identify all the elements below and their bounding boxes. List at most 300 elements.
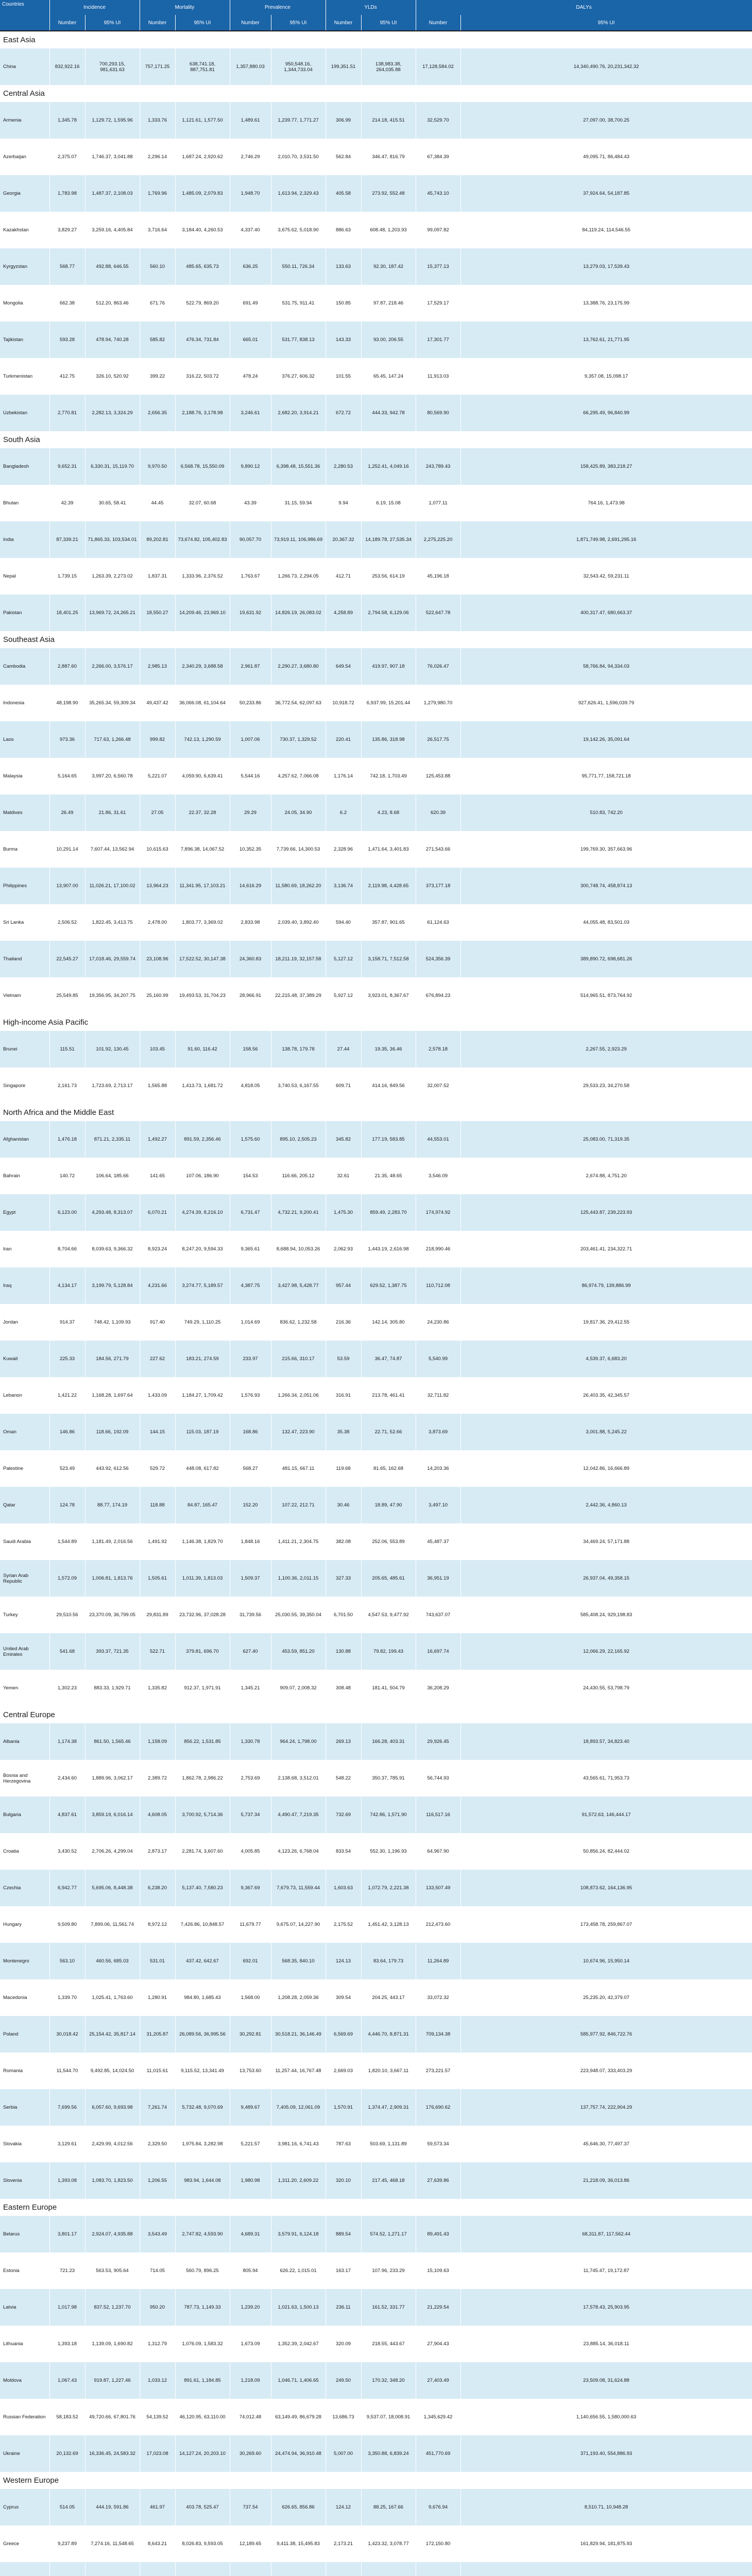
table-row bbox=[0, 358, 752, 395]
ui-cell: 84,119.24, 114,546.55 bbox=[460, 212, 752, 248]
number-cell: 451,770.69 bbox=[416, 2435, 460, 2472]
number-cell: 10,291.14 bbox=[49, 831, 85, 868]
region-header-row bbox=[0, 431, 752, 448]
ui-cell: 73,674.82, 105,402.83 bbox=[175, 521, 230, 558]
number-cell: 30,292.81 bbox=[230, 2016, 271, 2053]
table-row bbox=[0, 595, 752, 631]
ui-cell: 86,974.79, 139,886.99 bbox=[460, 1267, 752, 1304]
ui-cell: 1,072.79, 2,221.38 bbox=[361, 1870, 416, 1906]
ui-cell: 9,357.08, 15,098.17 bbox=[460, 358, 752, 395]
country-cell: Nepal bbox=[0, 558, 49, 595]
table-row bbox=[0, 977, 752, 1014]
ui-cell: 2,429.99, 4,012.56 bbox=[85, 2126, 140, 2162]
ui-cell: 37,924.64, 54,187.85 bbox=[460, 175, 752, 212]
number-cell: 8,972.12 bbox=[140, 1906, 175, 1943]
ui-cell: 29,533.23, 34,270.58 bbox=[460, 1067, 752, 1104]
number-cell: 1,339.70 bbox=[49, 1979, 85, 2016]
number-cell: 89,202.81 bbox=[140, 521, 175, 558]
number-cell: 4,837.61 bbox=[49, 1797, 85, 1833]
number-cell: 54,139.52 bbox=[140, 2399, 175, 2435]
number-cell: 2,161.73 bbox=[49, 1067, 85, 1104]
ui-cell: 748.42, 1,109.93 bbox=[85, 1304, 140, 1341]
ui-cell: 389,890.72, 698,681.26 bbox=[460, 941, 752, 977]
country-cell: Kazakhstan bbox=[0, 212, 49, 248]
ui-cell: 1,266.73, 2,294.05 bbox=[271, 558, 326, 595]
number-cell: 13,907.00 bbox=[49, 868, 85, 904]
number-cell: 627.40 bbox=[230, 1633, 271, 1670]
country-cell: China bbox=[0, 48, 49, 85]
table-row bbox=[0, 941, 752, 977]
number-cell: 14,616.29 bbox=[230, 868, 271, 904]
number-cell: 316.91 bbox=[326, 1377, 361, 1414]
number-cell: 345.82 bbox=[326, 1121, 361, 1158]
ui-cell: 58,766.84, 94,334.03 bbox=[460, 648, 752, 685]
country-cell: Moldova bbox=[0, 2362, 49, 2399]
number-cell: 199,351.51 bbox=[326, 48, 361, 85]
number-cell: 141.65 bbox=[140, 1158, 175, 1194]
number-cell: 29,831.89 bbox=[140, 1597, 175, 1633]
table-row bbox=[0, 1870, 752, 1906]
number-cell: 1,333.76 bbox=[140, 102, 175, 139]
ui-cell: 357.87, 901.65 bbox=[361, 904, 416, 941]
number-cell: 461.97 bbox=[140, 2489, 175, 2526]
ui-cell: 3,923.01, 8,367.67 bbox=[361, 977, 416, 1014]
ui-cell: 448.08, 617.82 bbox=[175, 1450, 230, 1487]
number-cell: 2,375.07 bbox=[49, 139, 85, 175]
number-cell: 14,203.36 bbox=[416, 1450, 460, 1487]
ui-cell: 17,522.52, 30,147.38 bbox=[175, 941, 230, 977]
region-header-row bbox=[0, 2199, 752, 2216]
number-cell: 3,546.09 bbox=[416, 1158, 460, 1194]
ui-cell: 444.33, 942.78 bbox=[361, 395, 416, 431]
ui-cell: 84.87, 165.47 bbox=[175, 1487, 230, 1523]
number-cell: 2,746.29 bbox=[230, 139, 271, 175]
ui-cell: 46,120.95, 63,110.00 bbox=[175, 2399, 230, 2435]
country-cell: Azerbaijan bbox=[0, 139, 49, 175]
table-row bbox=[0, 1979, 752, 2016]
ui-cell: 45,646.30, 77,497.37 bbox=[460, 2126, 752, 2162]
table-row bbox=[0, 1487, 752, 1523]
ui-cell: 883.33, 1,929.71 bbox=[85, 1670, 140, 1706]
ui-cell: 166.28, 403.31 bbox=[361, 1723, 416, 1760]
number-cell: 568.77 bbox=[49, 248, 85, 285]
ui-cell: 31.15, 59.94 bbox=[271, 485, 326, 521]
ui-cell: 83.64, 179.73 bbox=[361, 1943, 416, 1979]
ui-cell: 7,899.06, 11,561.74 bbox=[85, 1906, 140, 1943]
number-cell: 2,753.69 bbox=[230, 1760, 271, 1797]
ui-cell: 14,127.24, 20,203.10 bbox=[175, 2435, 230, 2472]
number-cell: 1,948.70 bbox=[230, 175, 271, 212]
ui-cell: 50,856.24, 82,444.02 bbox=[460, 1833, 752, 1870]
ui-cell: 3,700.92, 5,714.36 bbox=[175, 1797, 230, 1833]
ui-cell: 1,374.47, 2,909.31 bbox=[361, 2089, 416, 2126]
number-cell: 20,132.69 bbox=[49, 2435, 85, 2472]
ui-cell: 492.88, 646.55 bbox=[85, 248, 140, 285]
number-cell: 1,312.79 bbox=[140, 2326, 175, 2362]
number-cell: 44.45 bbox=[140, 485, 175, 521]
ui-cell: 17,018.46, 29,559.74 bbox=[85, 941, 140, 977]
ui-cell: 13,388.76, 23,175.99 bbox=[460, 285, 752, 321]
country-cell bbox=[0, 2562, 49, 2576]
ui-cell: 7,426.86, 10,848.57 bbox=[175, 1906, 230, 1943]
number-cell: 676,894.23 bbox=[416, 977, 460, 1014]
number-cell: 1,763.67 bbox=[230, 558, 271, 595]
number-cell: 1,476.18 bbox=[49, 1121, 85, 1158]
number-cell: 269.13 bbox=[326, 1723, 361, 1760]
number-cell: 3,716.64 bbox=[140, 212, 175, 248]
ui-cell: 3,274.77, 5,189.57 bbox=[175, 1267, 230, 1304]
number-cell: 3,136.74 bbox=[326, 868, 361, 904]
number-cell: 1,769.96 bbox=[140, 175, 175, 212]
ui-cell: 49,720.66, 67,801.76 bbox=[85, 2399, 140, 2435]
country-cell: India bbox=[0, 521, 49, 558]
country-cell: Afghanistan bbox=[0, 1121, 49, 1158]
ui-cell: 919.87, 1,227.46 bbox=[85, 2362, 140, 2399]
number-cell: 10,918.72 bbox=[326, 685, 361, 721]
ui-cell: 204.25, 443.17 bbox=[361, 1979, 416, 2016]
table-row bbox=[0, 448, 752, 485]
ui-cell: 560.79, 896.25 bbox=[175, 2252, 230, 2289]
country-cell: Armenia bbox=[0, 102, 49, 139]
number-cell: 593.28 bbox=[49, 321, 85, 358]
ui-cell: 18.89, 47.90 bbox=[361, 1487, 416, 1523]
ui-cell: 1,168.28, 1,697.64 bbox=[85, 1377, 140, 1414]
country-cell: Sri Lanka bbox=[0, 904, 49, 941]
ui-cell: 836.62, 1,232.58 bbox=[271, 1304, 326, 1341]
number-cell: 5,544.16 bbox=[230, 758, 271, 794]
region-name: Southeast Asia bbox=[0, 631, 752, 648]
number-cell: 9,676.94 bbox=[416, 2489, 460, 2526]
number-cell: 1,218.09 bbox=[230, 2362, 271, 2399]
number-cell: 9,970.50 bbox=[140, 448, 175, 485]
number-cell: 1,505.61 bbox=[140, 1560, 175, 1597]
number-cell: 10,352.35 bbox=[230, 831, 271, 868]
ui-cell: 79.82, 199.43 bbox=[361, 1633, 416, 1670]
ui-cell: 871.21, 2,335.11 bbox=[85, 1121, 140, 1158]
table-row bbox=[0, 175, 752, 212]
region-header-row bbox=[0, 1014, 752, 1031]
number-cell: 119.68 bbox=[326, 1450, 361, 1487]
ui-cell: 4,059.90, 6,639.41 bbox=[175, 758, 230, 794]
header-countries: Countries bbox=[0, 0, 49, 31]
number-cell: 1,067.43 bbox=[49, 2362, 85, 2399]
region-name: High-income Asia Pacific bbox=[0, 1014, 752, 1031]
region-name: Western Europe bbox=[0, 2472, 752, 2489]
number-cell: 7,699.56 bbox=[49, 2089, 85, 2126]
ui-cell: 4,490.47, 7,219.35 bbox=[271, 1797, 326, 1833]
ui-cell: 764.16, 1,473.98 bbox=[460, 485, 752, 521]
number-cell: 1,357,880.03 bbox=[230, 48, 271, 85]
header-number: Number bbox=[416, 15, 460, 31]
country-cell: Georgia bbox=[0, 175, 49, 212]
number-cell: 1,848.16 bbox=[230, 1523, 271, 1560]
number-cell: 5,927.12 bbox=[326, 977, 361, 1014]
number-cell: 1,174.38 bbox=[49, 1723, 85, 1760]
number-cell: 541.68 bbox=[49, 1633, 85, 1670]
number-cell: 529.72 bbox=[140, 1450, 175, 1487]
ui-cell: 213.78, 461.41 bbox=[361, 1377, 416, 1414]
region-header-row bbox=[0, 631, 752, 648]
ui-cell: 393.37, 721.35 bbox=[85, 1633, 140, 1670]
number-cell: 9,365.61 bbox=[230, 1231, 271, 1267]
ui-cell: 5,695.06, 8,448.38 bbox=[85, 1870, 140, 1906]
table-row bbox=[0, 2489, 752, 2526]
number-cell: 1,837.31 bbox=[140, 558, 175, 595]
number-cell: 950.20 bbox=[140, 2289, 175, 2326]
table-row bbox=[0, 1906, 752, 1943]
number-cell: 172,150.80 bbox=[416, 2526, 460, 2562]
number-cell: 1,576.93 bbox=[230, 1377, 271, 1414]
ui-cell: 2,340.29, 3,688.58 bbox=[175, 648, 230, 685]
number-cell: 805.94 bbox=[230, 2252, 271, 2289]
ui-cell: 983.94, 1,644.08 bbox=[175, 2162, 230, 2199]
ui-cell: 24,474.94, 36,910.48 bbox=[271, 2435, 326, 2472]
number-cell: 320.09 bbox=[326, 2326, 361, 2362]
table-row bbox=[0, 139, 752, 175]
ui-cell: 2,674.88, 4,751.20 bbox=[460, 1158, 752, 1194]
ui-cell: 36.47, 74.87 bbox=[361, 1341, 416, 1377]
ui-cell: 73,919.11, 106,986.69 bbox=[271, 521, 326, 558]
ui-cell: 552.30, 1,196.93 bbox=[361, 1833, 416, 1870]
country-cell: Syrian Arab Republic bbox=[0, 1560, 49, 1597]
ui-cell: 371,193.40, 554,886.93 bbox=[460, 2435, 752, 2472]
number-cell: 399.22 bbox=[140, 358, 175, 395]
country-cell: Belarus bbox=[0, 2216, 49, 2252]
ui-cell: 199,769.30, 357,663.96 bbox=[460, 831, 752, 868]
ui-cell: 10,674.96, 15,950.14 bbox=[460, 1943, 752, 1979]
number-cell: 1,783.98 bbox=[49, 175, 85, 212]
country-cell: Singapore bbox=[0, 1067, 49, 1104]
number-cell: 5,221.57 bbox=[230, 2126, 271, 2162]
ui-cell: 4,446.70, 8,871.31 bbox=[361, 2016, 416, 2053]
number-cell: 61,124.63 bbox=[416, 904, 460, 941]
ui-cell: 1,487.37, 2,108.03 bbox=[85, 175, 140, 212]
ui-cell: 476.34, 731.84 bbox=[175, 321, 230, 358]
ui-cell: 964.24, 1,798.00 bbox=[271, 1723, 326, 1760]
ui-cell: 1,820.10, 3,667.11 bbox=[361, 2053, 416, 2089]
ui-cell: 503.69, 1,131.89 bbox=[361, 2126, 416, 2162]
number-cell: 886.63 bbox=[326, 212, 361, 248]
ui-cell: 742.18, 1,703.49 bbox=[361, 758, 416, 794]
table-row bbox=[0, 2016, 752, 2053]
ui-cell: 3,001.88, 5,245.22 bbox=[460, 1414, 752, 1450]
ui-cell: 7,679.73, 11,559.44 bbox=[271, 1870, 326, 1906]
country-cell: Slovenia bbox=[0, 2162, 49, 2199]
number-cell: 27,639.86 bbox=[416, 2162, 460, 2199]
number-cell: 1,302.23 bbox=[49, 1670, 85, 1706]
country-cell: Hungary bbox=[0, 1906, 49, 1943]
country-cell: Latvia bbox=[0, 2289, 49, 2326]
ui-cell: 2,281.74, 3,607.60 bbox=[175, 1833, 230, 1870]
number-cell: 271,543.66 bbox=[416, 831, 460, 868]
ui-cell: 2,706.26, 4,299.04 bbox=[85, 1833, 140, 1870]
number-cell: 9,489.67 bbox=[230, 2089, 271, 2126]
ui-cell: 92.30, 187.42 bbox=[361, 248, 416, 285]
number-cell: 4,608.05 bbox=[140, 1797, 175, 1833]
ui-cell: 984.80, 1,685.43 bbox=[175, 1979, 230, 2016]
ui-cell: 478.94, 740.28 bbox=[85, 321, 140, 358]
number-cell: 26,517.75 bbox=[416, 721, 460, 758]
number-cell: 5,221.07 bbox=[140, 758, 175, 794]
number-cell bbox=[49, 2562, 85, 2576]
number-cell: 2,280.53 bbox=[326, 448, 361, 485]
ui-cell: 218.55, 443.67 bbox=[361, 2326, 416, 2362]
number-cell: 1,345,629.42 bbox=[416, 2399, 460, 2435]
ui-cell: 700,293.15, 981,631.63 bbox=[85, 48, 140, 85]
ui-cell: 9,115.52, 13,341.49 bbox=[175, 2053, 230, 2089]
ui-cell: 91,572.63, 146,444.17 bbox=[460, 1797, 752, 1833]
ui-cell: 1,333.96, 2,376.52 bbox=[175, 558, 230, 595]
number-cell: 1,345.78 bbox=[49, 102, 85, 139]
number-cell: 273,221.57 bbox=[416, 2053, 460, 2089]
number-cell: 382.08 bbox=[326, 1523, 361, 1560]
ui-cell: 13,762.61, 21,771.95 bbox=[460, 321, 752, 358]
ui-cell: 403.78, 525.47 bbox=[175, 2489, 230, 2526]
ui-cell: 22,215.48, 37,389.29 bbox=[271, 977, 326, 1014]
ui-cell: 4,123.26, 6,768.04 bbox=[271, 1833, 326, 1870]
number-cell: 732.69 bbox=[326, 1797, 361, 1833]
ui-cell: 88.77, 174.19 bbox=[85, 1487, 140, 1523]
ui-cell: 3,579.91, 6,124.18 bbox=[271, 2216, 326, 2252]
number-cell: 2,296.14 bbox=[140, 139, 175, 175]
header-ylds: YLDs bbox=[326, 0, 416, 15]
table-row bbox=[0, 2399, 752, 2435]
ui-cell: 14,209.46, 23,969.10 bbox=[175, 595, 230, 631]
table-row bbox=[0, 521, 752, 558]
country-cell: Ukraine bbox=[0, 2435, 49, 2472]
number-cell bbox=[140, 2562, 175, 2576]
ui-cell: 66,295.49, 96,840.99 bbox=[460, 395, 752, 431]
ui-cell: 7,274.16, 11,548.65 bbox=[85, 2526, 140, 2562]
number-cell: 90,057.70 bbox=[230, 521, 271, 558]
number-cell: 32,711.82 bbox=[416, 1377, 460, 1414]
number-cell: 757,171.25 bbox=[140, 48, 175, 85]
number-cell: 56,744.93 bbox=[416, 1760, 460, 1797]
number-cell: 13,753.60 bbox=[230, 2053, 271, 2089]
ui-cell: 7,607.44, 13,562.94 bbox=[85, 831, 140, 868]
country-cell: Malaysia bbox=[0, 758, 49, 794]
number-cell: 17,023.08 bbox=[140, 2435, 175, 2472]
number-cell: 11,679.77 bbox=[230, 1906, 271, 1943]
table-row bbox=[0, 2362, 752, 2399]
ui-cell: 2,039.40, 3,892.40 bbox=[271, 904, 326, 941]
country-cell: Bangladesh bbox=[0, 448, 49, 485]
ui-cell: 437.42, 642.67 bbox=[175, 1943, 230, 1979]
number-cell: 4,689.31 bbox=[230, 2216, 271, 2252]
country-cell: Vietnam bbox=[0, 977, 49, 1014]
number-cell: 8,704.66 bbox=[49, 1231, 85, 1267]
number-cell: 29,926.45 bbox=[416, 1723, 460, 1760]
country-cell: Poland bbox=[0, 2016, 49, 2053]
number-cell: 110,712.08 bbox=[416, 1267, 460, 1304]
number-cell: 59,573.34 bbox=[416, 2126, 460, 2162]
ui-cell: 3,350.88, 6,839.24 bbox=[361, 2435, 416, 2472]
number-cell: 48,198.90 bbox=[49, 685, 85, 721]
number-cell bbox=[230, 2562, 271, 2576]
country-cell: Kyrgyzstan bbox=[0, 248, 49, 285]
ui-cell: 16,336.45, 24,583.32 bbox=[85, 2435, 140, 2472]
number-cell: 3,129.61 bbox=[49, 2126, 85, 2162]
ui-cell: 12,066.29, 22,165.92 bbox=[460, 1633, 752, 1670]
number-cell: 2,478.00 bbox=[140, 904, 175, 941]
number-cell: 87,339.21 bbox=[49, 521, 85, 558]
number-cell: 116,517.16 bbox=[416, 1797, 460, 1833]
region-name: South Asia bbox=[0, 431, 752, 448]
country-cell: Slovakia bbox=[0, 2126, 49, 2162]
country-cell: Brunei bbox=[0, 1031, 49, 1067]
table-row bbox=[0, 1267, 752, 1304]
ui-cell: 138.78, 179.78 bbox=[271, 1031, 326, 1067]
ui-cell: 88.25, 167.66 bbox=[361, 2489, 416, 2526]
ui-cell: 9,492.85, 14,024.50 bbox=[85, 2053, 140, 2089]
ui-cell: 550.11, 726.34 bbox=[271, 248, 326, 285]
header-row-groups bbox=[0, 0, 752, 15]
ui-cell: 2,747.82, 4,593.90 bbox=[175, 2216, 230, 2252]
country-cell: Burma bbox=[0, 831, 49, 868]
table-row bbox=[0, 685, 752, 721]
ui-cell: 26,089.56, 36,995.56 bbox=[175, 2016, 230, 2053]
table-row bbox=[0, 2435, 752, 2472]
number-cell: 25,160.99 bbox=[140, 977, 175, 1014]
table-row bbox=[0, 2089, 752, 2126]
ui-cell: 223,948.07, 333,403.29 bbox=[460, 2053, 752, 2089]
ui-cell: 912.37, 1,971.91 bbox=[175, 1670, 230, 1706]
country-cell: Indonesia bbox=[0, 685, 49, 721]
number-cell: 15,377.13 bbox=[416, 248, 460, 285]
ui-cell: 2,267.55, 2,923.29 bbox=[460, 1031, 752, 1067]
number-cell: 531.01 bbox=[140, 1943, 175, 1979]
number-cell: 671.76 bbox=[140, 285, 175, 321]
number-cell: 15,109.63 bbox=[416, 2252, 460, 2289]
number-cell: 133,507.49 bbox=[416, 1870, 460, 1906]
number-cell: 176,690.62 bbox=[416, 2089, 460, 2126]
ui-cell: 23,509.08, 31,624.88 bbox=[460, 2362, 752, 2399]
ui-cell: 453.59, 851.20 bbox=[271, 1633, 326, 1670]
number-cell: 6,569.69 bbox=[326, 2016, 361, 2053]
ui-cell: 4,274.39, 8,216.10 bbox=[175, 1194, 230, 1231]
header-number: Number bbox=[140, 15, 175, 31]
ui-cell: 11,745.47, 19,172.87 bbox=[460, 2252, 752, 2289]
number-cell: 45,196.18 bbox=[416, 558, 460, 595]
table-row bbox=[0, 395, 752, 431]
number-cell: 144.15 bbox=[140, 1414, 175, 1450]
ui-cell: 2,290.27, 3,680.80 bbox=[271, 648, 326, 685]
number-cell: 1,014.69 bbox=[230, 1304, 271, 1341]
ui-cell: 9,675.07, 14,227.90 bbox=[271, 1906, 326, 1943]
number-cell: 1,489.61 bbox=[230, 102, 271, 139]
table-row bbox=[0, 1067, 752, 1104]
table-row bbox=[0, 1760, 752, 1797]
ui-cell bbox=[271, 2562, 326, 2576]
number-cell: 29,510.56 bbox=[49, 1597, 85, 1633]
table-row bbox=[0, 758, 752, 794]
number-cell: 103.45 bbox=[140, 1031, 175, 1067]
ui-cell: 3,997.20, 6,560.78 bbox=[85, 758, 140, 794]
number-cell: 2,329.50 bbox=[140, 2126, 175, 2162]
number-cell: 21,229.54 bbox=[416, 2289, 460, 2326]
ui-cell: 895.10, 2,505.23 bbox=[271, 1121, 326, 1158]
table-row bbox=[0, 831, 752, 868]
number-cell: 714.05 bbox=[140, 2252, 175, 2289]
ui-cell: 4,257.62, 7,066.08 bbox=[271, 758, 326, 794]
number-cell: 8,923.24 bbox=[140, 1231, 175, 1267]
number-cell: 216.36 bbox=[326, 1304, 361, 1341]
number-cell: 31,205.87 bbox=[140, 2016, 175, 2053]
table-row bbox=[0, 1231, 752, 1267]
ui-cell: 512.20, 863.46 bbox=[85, 285, 140, 321]
country-cell: Mongolia bbox=[0, 285, 49, 321]
number-cell: 787.63 bbox=[326, 2126, 361, 2162]
